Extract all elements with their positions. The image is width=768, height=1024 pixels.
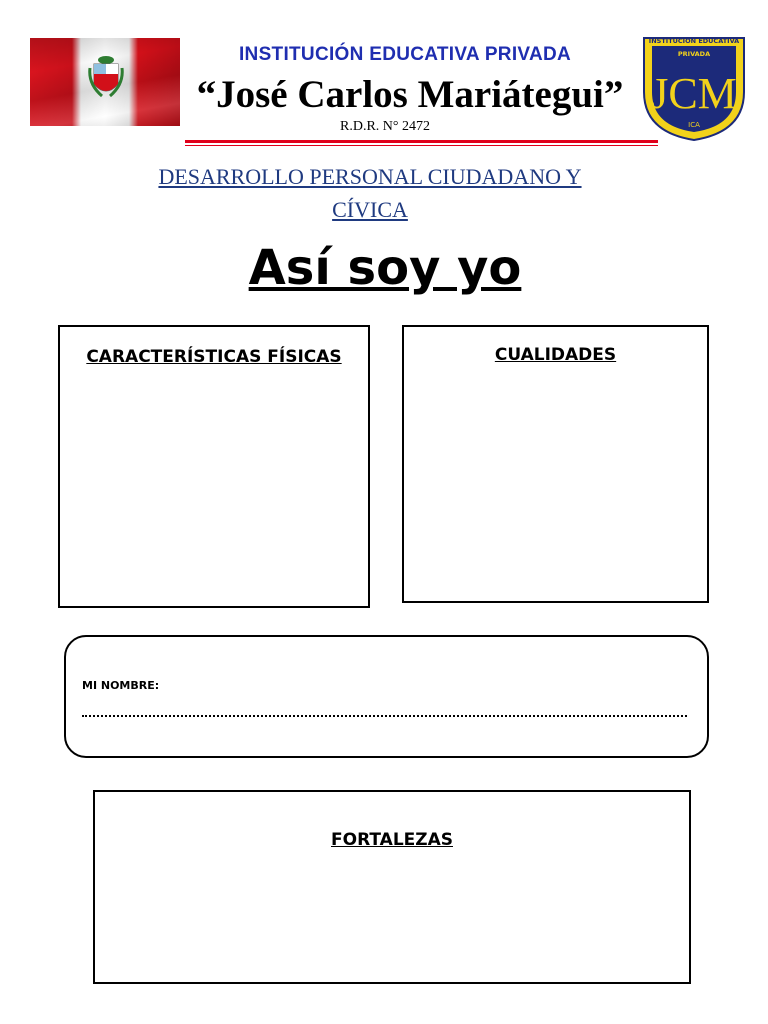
header-divider	[185, 140, 658, 143]
crest-top-text: INSTITUCIÓN EDUCATIVA	[648, 37, 740, 45]
subject-line-2: CÍVICA	[332, 197, 408, 222]
name-label: MI NOMBRE:	[82, 679, 160, 692]
page-title: Así soy yo	[248, 240, 522, 296]
physical-characteristics-heading: CARACTERÍSTICAS FÍSICAS	[86, 347, 342, 367]
qualities-heading: CUALIDADES	[494, 345, 617, 365]
crest-monogram: JCM	[651, 69, 737, 118]
institution-type: INSTITUCIÓN EDUCATIVA PRIVADA	[238, 44, 572, 65]
strengths-heading: FORTALEZAS	[331, 830, 453, 850]
school-name: “José Carlos Mariátegui”	[196, 73, 624, 116]
physical-characteristics-box[interactable]	[58, 325, 370, 608]
strengths-box[interactable]	[93, 790, 691, 984]
qualities-box[interactable]	[402, 325, 709, 603]
peru-flag-icon	[30, 38, 180, 126]
crest-bottom-text: ICA	[688, 121, 700, 129]
coat-of-arms-icon	[88, 54, 124, 102]
school-crest-icon	[638, 32, 750, 144]
subject-line-1: DESARROLLO PERSONAL CIUDADANO Y	[158, 164, 582, 189]
crest-sub-text: PRIVADA	[677, 50, 711, 58]
name-dotted-line[interactable]	[82, 715, 687, 717]
resolution-number: R.D.R. N° 2472	[340, 119, 430, 134]
header-divider-thin	[185, 145, 658, 146]
subject-title	[100, 160, 640, 226]
name-field[interactable]	[64, 635, 709, 758]
